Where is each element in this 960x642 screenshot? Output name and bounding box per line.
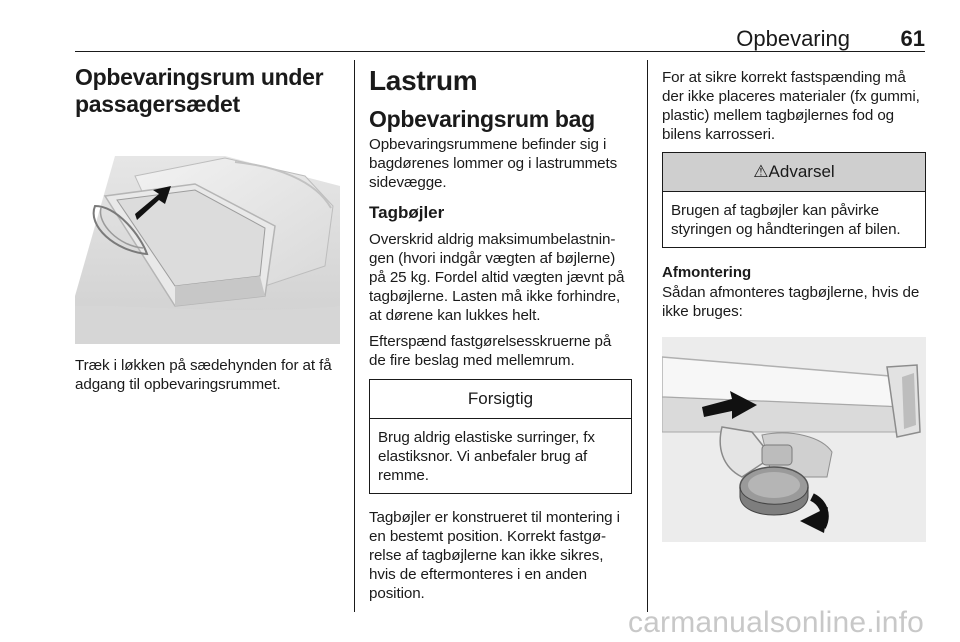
caution-text: Brug aldrig elastiske surringer, fx elastiksnor. Vi anbefaler brug af remme. xyxy=(378,429,595,484)
warning-text: Brugen af tagbøjler kan påvirke styringen og håndteringen af bilen. xyxy=(671,202,901,238)
fastening-paragraph: For at sikre korrekt fastspænding må der ikke placeres materialer (fx gummi, plastic) mellem tagbøjlernes fod og bilens karrosseri. xyxy=(662,69,920,143)
seat-drawer-drawing xyxy=(75,136,340,344)
column-1 xyxy=(75,64,340,394)
column-divider-2 xyxy=(647,60,648,612)
seat-storage-illustration xyxy=(75,136,340,344)
roof-rack-knob-drawing xyxy=(662,337,926,542)
roof-racks-heading: Tagbøjler xyxy=(369,203,445,222)
watermark-url: carmanualsonline.info xyxy=(627,606,924,639)
roof-racks-paragraph-2: Efterspænd fastgørelsesskruerne på de fire beslag med mellemrum. xyxy=(369,333,612,369)
column-3 xyxy=(662,64,926,542)
caution-title: Forsigtig xyxy=(370,380,631,419)
warning-box xyxy=(662,152,926,248)
section-title: Opbevaring xyxy=(736,26,850,51)
roof-racks-paragraph-3: Tagbøjler er konstrueret til montering i en bestemt position. Korrekt fastgørelse af tagbøjlerne kan ikke sikres, hvis de eftermonteres i en anden position. xyxy=(369,509,620,602)
removal-heading: Afmontering xyxy=(662,264,752,281)
roof-rack-removal-illustration xyxy=(662,337,926,542)
rear-storage-heading: Opbevaringsrum bag xyxy=(369,106,595,132)
removal-text: Sådan afmonteres tagbøjlerne, hvis de ikke bruges: xyxy=(662,284,920,320)
warning-title: Advarsel xyxy=(768,162,835,181)
rear-storage-text: Opbevaringsrummene befinder sig i bagdørenes lommer og i lastrummets sidevægge. xyxy=(369,136,618,191)
page-number: 61 xyxy=(900,26,925,51)
seat-storage-caption: Træk i løkken på sædehynden for at få adgang til opbevaringsrummet. xyxy=(75,357,332,393)
column-divider-1 xyxy=(354,60,355,612)
column-2 xyxy=(369,64,632,603)
warning-icon: ⚠ xyxy=(753,162,769,181)
cargo-heading: Lastrum xyxy=(369,65,478,96)
roof-racks-paragraph-1: Overskrid aldrig maksimumbelastningen (hvori indgår vægten af bøjlerne) på 25 kg. Fordel altid vægten jævnt på tagbøjlerne. Lasten må ikke forhindre, at dørene kan lukkes helt. xyxy=(369,231,625,324)
seat-storage-heading: Opbevaringsrum under passagersædet xyxy=(75,64,324,117)
page-header xyxy=(75,26,925,52)
caution-box xyxy=(369,379,632,494)
warning-header xyxy=(663,153,925,192)
